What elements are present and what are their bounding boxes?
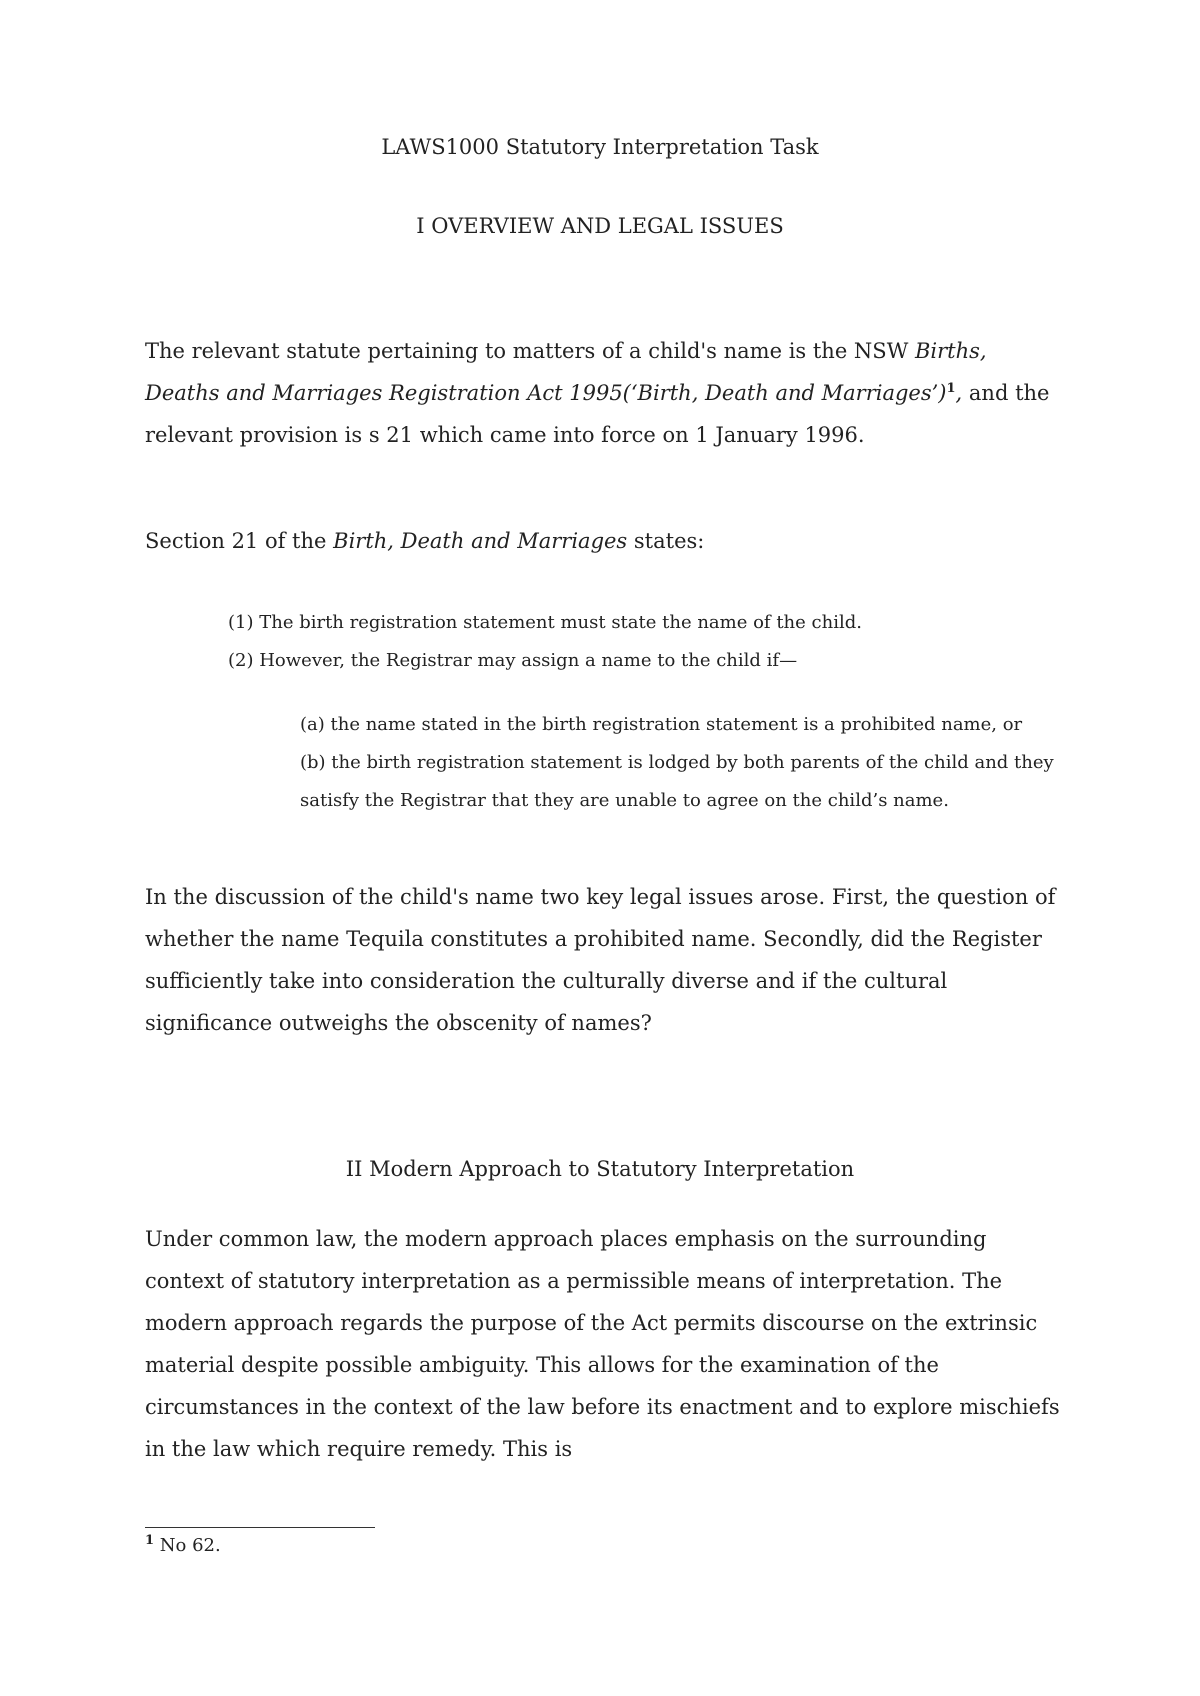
section-intro-paragraph <box>145 520 1065 562</box>
clause-item: (1) The birth registration statement must state the name of the child. <box>228 612 862 633</box>
clause-item: (2) However, the Registrar may assign a name to the child if— <box>228 650 798 671</box>
modern-approach-paragraph <box>145 1218 1065 1470</box>
intro-text-2: and the relevant provision is s 21 which came into force on 1 January 1996. <box>145 381 1050 447</box>
footnote-marker: 1 <box>145 1533 155 1548</box>
section-intro-italic: Birth, Death and Marriages <box>333 529 628 553</box>
clause-list <box>228 604 862 680</box>
issues-text: In the discussion of the child's name two key legal issues arose. First, the question of whether the name Tequila constitutes a prohibited name. Secondly, did the Register sufficiently take into consideration the culturally diverse and if the cultural significance outweighs the obscenity of names? <box>145 885 1056 1035</box>
issues-paragraph <box>145 876 1065 1044</box>
footnote-ref: 1 <box>946 381 956 396</box>
intro-text-1: The relevant statute pertaining to matters of a child's name is the NSW <box>145 339 915 363</box>
document-title: LAWS1000 Statutory Interpretation Task <box>381 135 819 159</box>
section-intro-text-1: Section 21 of the <box>145 529 334 553</box>
intro-comma: , <box>955 381 963 405</box>
subclause-item: (b) the birth registration statement is lodged by both parents of the child and they <box>300 752 1054 773</box>
footnote-divider <box>145 1527 375 1528</box>
act-name-italic: Births, Deaths and Marriages Registration Act 1995(‘Birth, Death and Marriages’) <box>145 339 987 405</box>
section-heading-overview: I OVERVIEW AND LEGAL ISSUES <box>416 214 784 238</box>
subclause-list <box>300 706 1054 820</box>
footnote-text: No 62. <box>154 1535 221 1556</box>
footnote <box>145 1535 221 1556</box>
subclause-item: satisfy the Registrar that they are unable to agree on the child’s name. <box>300 790 949 811</box>
intro-paragraph <box>145 330 1065 456</box>
modern-approach-text: Under common law, the modern approach places emphasis on the surrounding context of statutory interpretation as a permissible means of interpretation. The modern approach regards the purpose of the Act permits discourse on the extrinsic material despite possible ambiguity. This allows for the examination of the circumstances in the context of the law before its enactment and to explore mischiefs in the law which require remedy. This is <box>145 1227 1060 1461</box>
section-heading-modern-approach: II Modern Approach to Statutory Interpretation <box>345 1157 855 1181</box>
section-intro-text-2: states: <box>627 529 705 553</box>
subclause-item: (a) the name stated in the birth registration statement is a prohibited name, or <box>300 714 1023 735</box>
